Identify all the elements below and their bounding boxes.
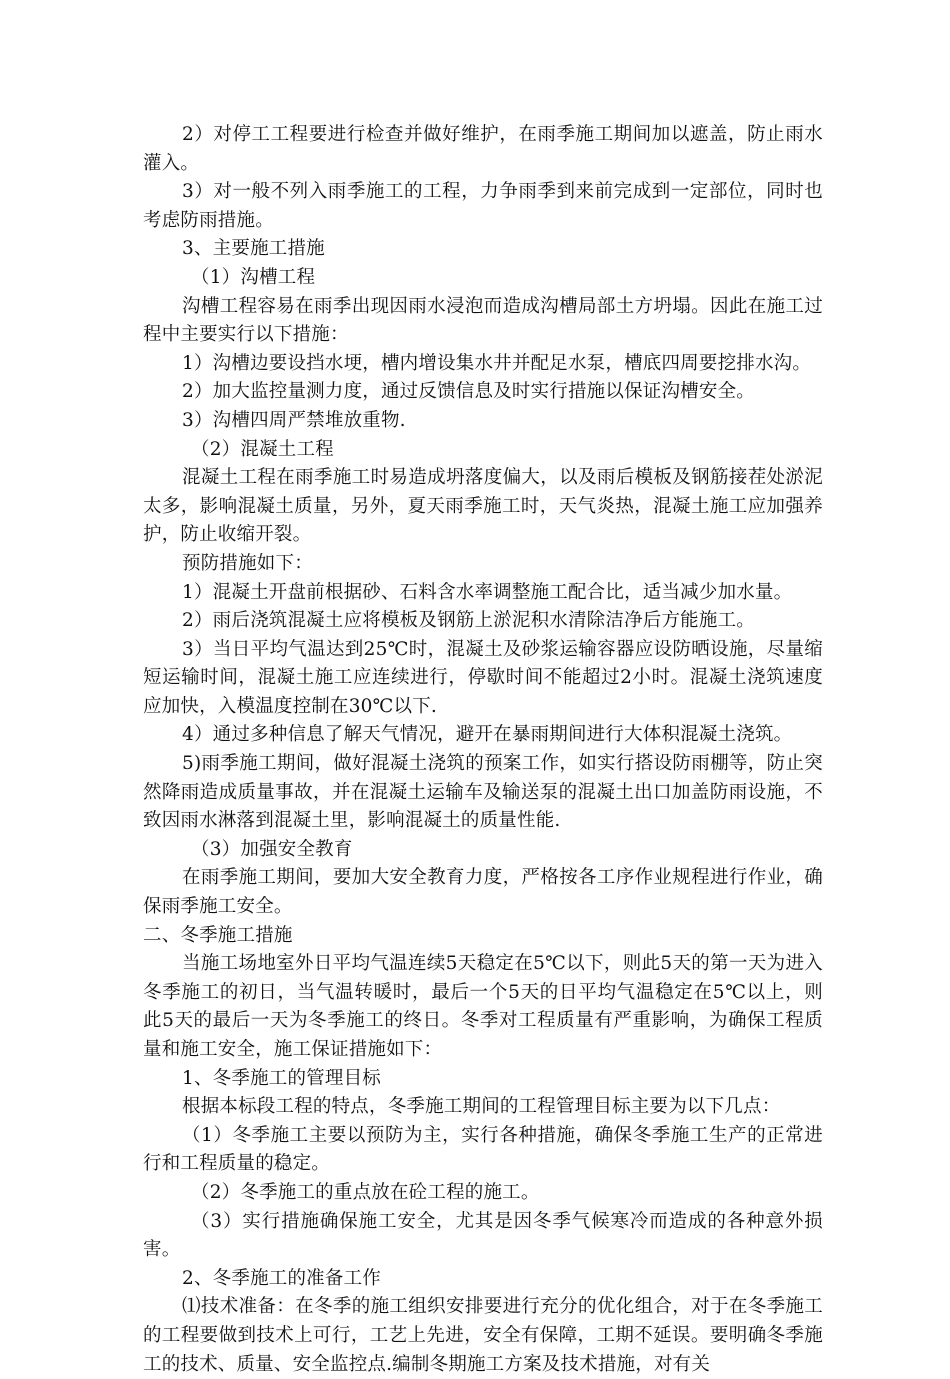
paragraph: 沟槽工程容易在雨季出现因雨水浸泡而造成沟槽局部土方坍塌。因此在施工过程中主要实行以下措施： bbox=[143, 295, 823, 346]
list-item: 1）混凝土开盘前根据砂、石料含水率调整施工配合比，适当减少加水量。 bbox=[182, 581, 793, 603]
paragraph: 混凝土工程在雨季施工时易造成坍落度偏大，以及雨后模板及钢筋接茬处淤泥太多，影响混凝土质量，另外，夏天雨季施工时，天气炎热，混凝土施工应加强养护，防止收缩开裂。 bbox=[143, 467, 823, 546]
paragraph: ⑴技术准备：在冬季的施工组织安排要进行充分的优化组合，对于在冬季施工的工程要做到技术上可行，工艺上先进，安全有保障，工期不延误。要明确冬季施工的技术、质量、安全监控点.编制冬期施工方案及技术措施，对有关 bbox=[143, 1296, 823, 1375]
list-item: 1）沟槽边要设挡水埂，槽内增设集水井并配足水泵，槽底四周要挖排水沟。 bbox=[182, 352, 812, 374]
section-heading: 2、冬季施工的准备工作 bbox=[182, 1267, 381, 1289]
chapter-heading: 二、冬季施工措施 bbox=[143, 924, 293, 946]
paragraph: 当施工场地室外日平均气温连续5天稳定在5℃以下，则此5天的第一天为进入冬季施工的初日，当气温转暖时，最后一个5天的日平均气温稳定在5℃以上，则此5天的最后一天为冬季施工的终日。冬季对工程质量有严重影响，为确保工程质量和施工安全，施工保证措施如下： bbox=[143, 953, 823, 1060]
paragraph: 在雨季施工期间，要加大安全教育力度，严格按各工序作业规程进行作业，确保雨季施工安全。 bbox=[143, 867, 823, 918]
paragraph: 3）对一般不列入雨季施工的工程，力争雨季到来前完成到一定部位，同时也考虑防雨措施。 bbox=[143, 181, 823, 231]
section-heading: 3、主要施工措施 bbox=[182, 238, 325, 260]
subsection-heading: （1）沟槽工程 bbox=[191, 266, 316, 288]
list-item: 5)雨季施工期间，做好混凝土浇筑的预案工作，如实行搭设防雨棚等，防止突然降雨造成质量事故，并在混凝土运输车及输送泵的混凝土出口加盖防雨设施，不致因雨水淋落到混凝土里，影响混凝土的质量性能. bbox=[143, 753, 823, 832]
section-heading: 1、冬季施工的管理目标 bbox=[182, 1067, 381, 1089]
list-item: 3）当日平均气温达到25℃时，混凝土及砂浆运输容器应设防晒设施，尽量缩短运输时间，混凝土施工应连续进行，停歇时间不能超过2小时。混凝土浇筑速度应加快，入模温度控制在30℃以下. bbox=[143, 638, 823, 717]
list-item: （1）冬季施工主要以预防为主，实行各种措施，确保冬季施工生产的正常进行和工程质量的稳定。 bbox=[143, 1124, 823, 1175]
list-item: 2）加大监控量测力度，通过反馈信息及时实行措施以保证沟槽安全。 bbox=[182, 381, 755, 403]
list-item: 4）通过多种信息了解天气情况，避开在暴雨期间进行大体积混凝土浇筑。 bbox=[182, 724, 793, 746]
subsection-heading: （2）混凝土工程 bbox=[191, 438, 334, 460]
paragraph: 预防措施如下： bbox=[182, 552, 313, 574]
list-item: （3）实行措施确保施工安全，尤其是因冬季气候寒冷而造成的各种意外损害。 bbox=[143, 1210, 823, 1261]
paragraph: 2）对停工工程要进行检查并做好维护，在雨季施工期间加以遮盖，防止雨水灌入。 bbox=[143, 124, 823, 174]
list-item: （2）冬季施工的重点放在砼工程的施工。 bbox=[191, 1181, 540, 1203]
subsection-heading: （3）加强安全教育 bbox=[191, 838, 353, 860]
list-item: 3）沟槽四周严禁堆放重物. bbox=[182, 409, 406, 431]
paragraph: 根据本标段工程的特点，冬季施工期间的工程管理目标主要为以下几点： bbox=[182, 1096, 781, 1118]
document-body bbox=[143, 121, 823, 1379]
list-item: 2）雨后浇筑混凝土应将模板及钢筋上淤泥积水清除洁净后方能施工。 bbox=[182, 610, 755, 632]
